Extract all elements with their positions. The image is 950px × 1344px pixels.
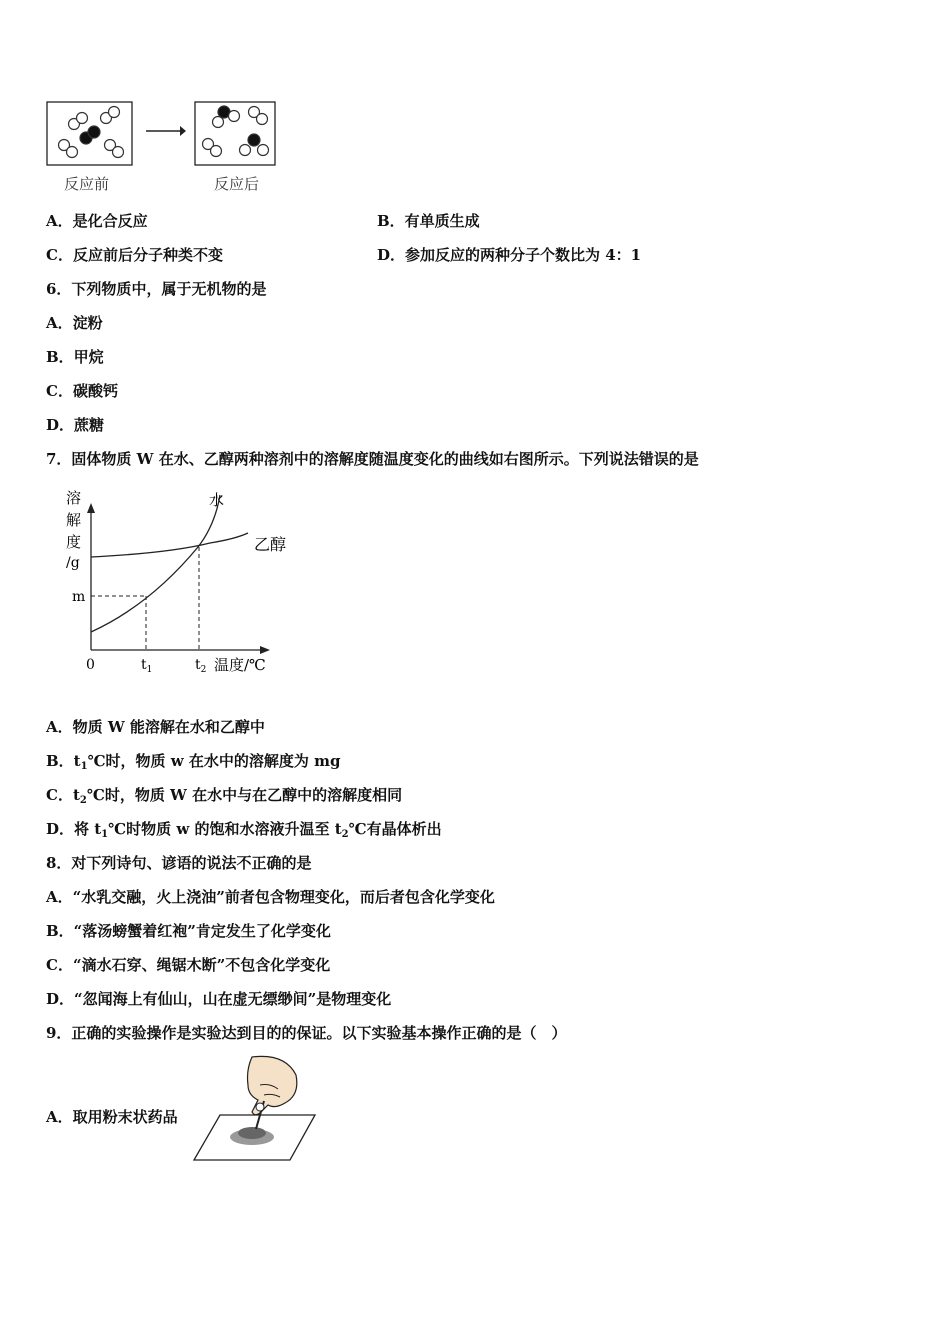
- q5-option-c: C．反应前后分子种类不变: [46, 246, 223, 264]
- q6-option-b: B．甲烷: [46, 348, 104, 366]
- q8-option-c: C．“滴水石穿、绳锯木断”不包含化学变化: [46, 956, 331, 974]
- q7-option-c: C．$t_2℃$时，物质 W 在水中与在乙醇中的溶解度相同: [46, 786, 403, 806]
- powder-handling-illustration: [190, 1055, 320, 1165]
- origin-label: 0: [86, 657, 95, 673]
- ylabel-4: /g: [66, 555, 80, 571]
- water-curve: [91, 495, 220, 632]
- powder-pile-top: [238, 1127, 266, 1139]
- q5-option-d: D．参加反应的两种分子个数比为 4：1: [377, 246, 642, 264]
- before-molecules: [59, 107, 124, 158]
- t1-label: $t_1$: [141, 657, 153, 675]
- ylabel-2: 解: [66, 511, 82, 529]
- solubility-chart: [60, 485, 300, 685]
- x-axis-arrow: [260, 646, 270, 654]
- ethanol-curve: [91, 533, 248, 557]
- y-axis-arrow: [87, 503, 95, 513]
- q9-stem: 9．正确的实验操作是实验达到目的的保证。以下实验基本操作正确的是（ ）: [46, 1024, 567, 1042]
- m-label: m: [72, 589, 86, 605]
- arrow-head: [180, 126, 186, 136]
- q8-stem: 8．对下列诗句、谚语的说法不正确的是: [46, 854, 312, 872]
- after-label: 反应后: [214, 175, 260, 193]
- ethanol-label: 乙醇: [254, 535, 287, 554]
- q5-option-b: B．有单质生成: [377, 212, 480, 230]
- before-label: 反应前: [64, 175, 110, 193]
- q7-stem: 7．固体物质 W 在水、乙醇两种溶剂中的溶解度随温度变化的曲线如右图所示。下列说法错误的是: [46, 450, 699, 468]
- q6-option-c: C．碳酸钙: [46, 382, 118, 400]
- q8-option-d: D．“忽闻海上有仙山，山在虚无缥缈间”是物理变化: [46, 990, 392, 1008]
- q8-option-a: A．“水乳交融，火上浇油”前者包含物理变化，而后者包含化学变化: [46, 888, 495, 906]
- water-label: 水: [209, 491, 225, 509]
- q6-stem: 6．下列物质中，属于无机物的是: [46, 280, 267, 298]
- xlabel: 温度/℃: [214, 656, 266, 674]
- q8-option-b: B．“落汤螃蟹着红袍”肯定发生了化学变化: [46, 922, 331, 940]
- q7-option-d: D．将 $t_1℃$时物质 w 的饱和水溶液升温至 $t_2℃$有晶体析出: [46, 820, 442, 840]
- spatula-tip: [256, 1103, 264, 1111]
- t2-label: $t_2$: [195, 657, 207, 675]
- q9-option-a: A．取用粉末状药品: [46, 1108, 178, 1126]
- after-molecules: [203, 106, 269, 157]
- reaction-diagram: [46, 100, 286, 170]
- q7-option-a: A．物质 W 能溶解在水和乙醇中: [46, 718, 265, 736]
- q7-option-b: B．$t_1℃$时，物质 w 在水中的溶解度为 mg: [46, 752, 341, 772]
- q6-option-d: D．蔗糖: [46, 416, 105, 434]
- q6-option-a: A．淀粉: [46, 314, 103, 332]
- ylabel-3: 度: [66, 533, 82, 551]
- ylabel-1: 溶: [66, 489, 82, 507]
- q5-option-a: A．是化合反应: [46, 212, 148, 230]
